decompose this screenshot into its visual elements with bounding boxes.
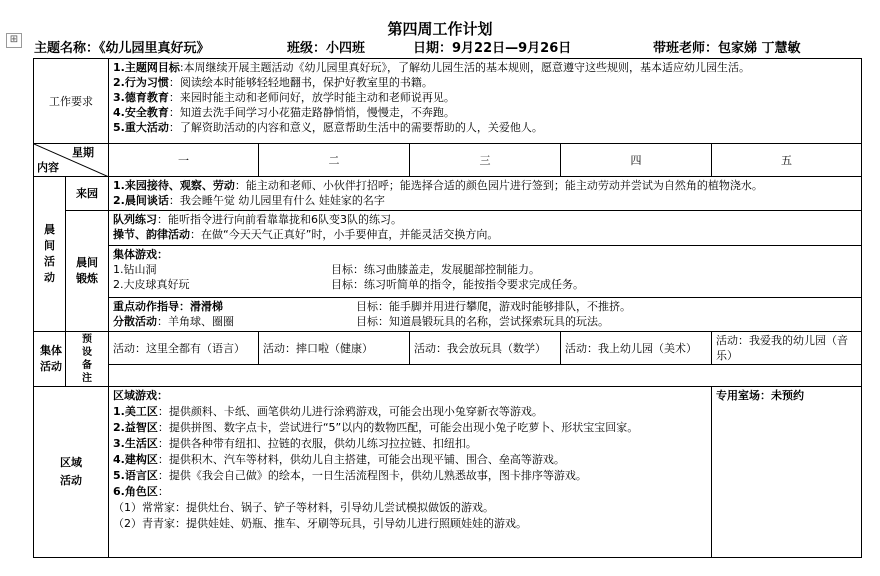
group-game-heading: 集体游戏： [113, 248, 168, 261]
collective-activity-label: 集体活动 [34, 332, 66, 387]
preset-note-label [66, 332, 109, 387]
list-item: 队列练习：能听指令进行向前看靠靠拢和6队变3队的练习。 [113, 213, 402, 226]
activity-friday: 活动：我爱我的幼儿园（音乐） [712, 332, 862, 365]
list-item: 4.安全教育：知道去洗手间学习小花猫走路静悄悄，慢慢走，不奔跑。 [113, 106, 455, 119]
area-activity-row [34, 387, 862, 558]
arrival-content [109, 177, 862, 211]
list-item: 分散活动：羊角球、圈圈 目标：知道晨锻玩具的名称，尝试探索玩具的玩法。 [113, 315, 609, 328]
exercise-row [34, 211, 862, 246]
list-item: 2.晨间谈话：我会睡午觉 幼儿园里有什么 娃娃家的名字 [113, 194, 385, 207]
day-thursday: 四 [561, 144, 712, 177]
class-info: 班级：小四班 [287, 41, 366, 56]
corner-content-label: 内容 [37, 161, 59, 174]
list-item: 2.大皮球真好玩 目标：练习听简单的指令，能按指令要求完成任务。 [113, 278, 584, 291]
list-item: 3.生活区：提供各种带有纽扣、拉链的衣服，供幼儿练习拉拉链、扣纽扣。 [113, 437, 477, 450]
list-item: 2.行为习惯：阅读绘本时能够轻轻地翻书，保护好教室里的书籍。 [113, 76, 433, 89]
list-item: 3.德育教育：来园时能主动和老师问好，放学时能主动和老师说再见。 [113, 91, 455, 104]
collective-note-cell [109, 365, 862, 387]
list-item: （2）青青家：提供娃娃、奶瓶、推车、牙刷等玩具，引导幼儿进行照顾娃娃的游戏。 [113, 517, 527, 530]
date-info: 日期：9月22日—9月26日 [413, 41, 572, 56]
morning-activity-label: 晨间活动 [34, 177, 66, 332]
collective-note-row [34, 365, 862, 387]
special-room: 专用室场：未预约 [712, 387, 862, 558]
activity-monday: 活动：这里全都有（语言） [109, 332, 259, 365]
area-activity-label: 区域活动 [34, 387, 109, 558]
list-item: 1.来园接待、观察、劳动：能主动和老师、小伙伴打招呼；能选择合适的颜色园片进行签到；能主动劳动并尝试为自然角的植物浇水。 [113, 179, 763, 192]
area-activity-content [109, 387, 712, 558]
preset-label: 预设 [82, 334, 92, 358]
activity-wednesday: 活动：我会放玩具（数学） [410, 332, 561, 365]
day-monday: 一 [109, 144, 259, 177]
work-requirements-row [34, 59, 862, 144]
theme-name: 主题名称：《幼儿园里真好玩》 [34, 41, 210, 56]
list-item: 重点动作指导：滑滑梯 目标：能手脚并用进行攀爬，游戏时能够排队，不推挤。 [113, 300, 631, 313]
list-item: 2.益智区：提供拼图、数字点卡，尝试进行“5”以内的数物匹配，可能会出现小兔子吃萝卜、形状宝宝回家。 [113, 421, 639, 434]
day-tuesday: 二 [259, 144, 410, 177]
exercise-content [109, 211, 862, 246]
day-friday: 五 [712, 144, 862, 177]
group-game-row [34, 246, 862, 298]
page-title: 第四周工作计划 [387, 20, 493, 38]
teacher-info: 带班老师：包家娣 丁慧敏 [653, 41, 801, 56]
table-move-handle-icon[interactable]: ⊞ [6, 33, 22, 48]
activity-thursday: 活动：我上幼儿园（美术） [561, 332, 712, 365]
header-corner-cell [34, 144, 109, 177]
note-label: 备注 [82, 360, 92, 384]
list-item: 5.重大活动：了解资助活动的内容和意义，愿意帮助生活中的需要帮助的人，关爱他人。 [113, 121, 543, 134]
area-game-heading: 区域游戏： [113, 389, 168, 402]
morning-exercise-label: 晨间锻炼 [66, 211, 109, 332]
list-item: 5.语言区：提供《我会自己做》的绘本，一日生活流程图卡，供幼儿熟悉故事，图卡排序等游戏。 [113, 469, 587, 482]
list-item: 1.钻山洞 目标：练习曲膝盖走，发展腿部控制能力。 [113, 263, 540, 276]
group-game-content [109, 246, 862, 298]
list-item: 操节、韵律活动：在做“今天天气正真好”时，小手要伸直，并能灵活交换方向。 [113, 228, 499, 241]
work-requirements-content [109, 59, 862, 144]
list-item: 6.角色区： [113, 485, 169, 498]
key-action-row [34, 298, 862, 332]
weekday-header-row [34, 144, 862, 177]
key-action-content [109, 298, 862, 332]
day-wednesday: 三 [410, 144, 561, 177]
list-item: 4.建构区：提供积木、汽车等材料，供幼儿自主搭建，可能会出现平铺、围合、垒高等游戏。 [113, 453, 565, 466]
list-item: 1.主题网目标:本周继续开展主题活动《幼儿园里真好玩》，了解幼儿园生活的基本规则，愿意遵守这些规则，基本适应幼儿园生活。 [113, 61, 751, 74]
corner-weekday-label: 星期 [72, 146, 94, 159]
activity-tuesday: 活动：摔口啦（健康） [259, 332, 410, 365]
work-requirements-label: 工作要求 [34, 59, 109, 144]
arrival-label: 来园 [66, 177, 109, 211]
arrival-row [34, 177, 862, 211]
list-item: （1）常常家：提供灶台、锅子、铲子等材料，引导幼儿尝试模拟做饭的游戏。 [113, 501, 494, 514]
weekly-plan-table [33, 58, 862, 558]
list-item: 1.美工区：提供颜料、卡纸、画笔供幼儿进行涂鸦游戏，可能会出现小兔穿新衣等游戏。 [113, 405, 543, 418]
collective-activity-row [34, 332, 862, 365]
